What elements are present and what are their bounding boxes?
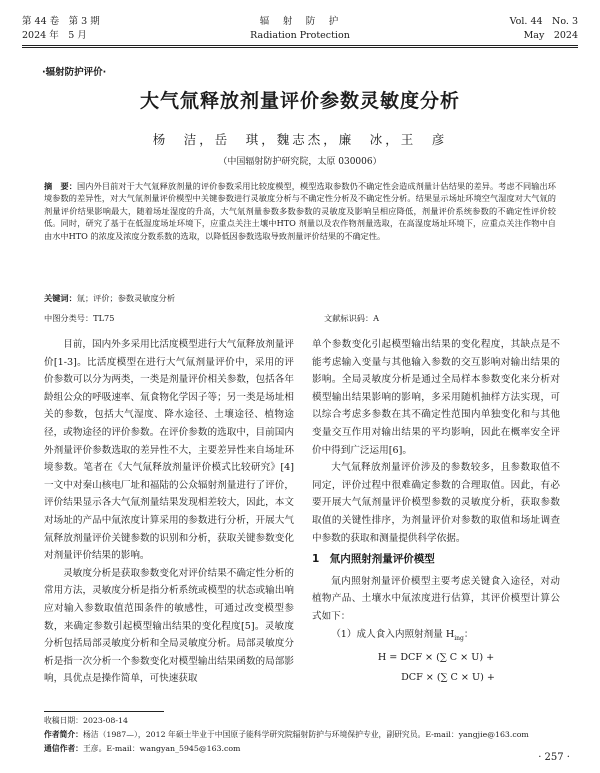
- paragraph: 目前，国内外多采用比活度模型进行大气氚释放剂量评价[1-3]。比活度模型在进行大气氚剂量评价中，采用的评价参数可以分为两类，一类是剂量评价相关参数，包括各年龄组公众的呼吸速率、氚食物化学因子等；另一类是场址相关的参数，包括大气湿度、降水途径、土壤途径、植物途径，或物途径的评价参数。在评价参数的选取中，目前国内外剂量评价参数选取的差异性不大，主要差异性来自场址环境参数。笔者在《大气氚释放剂量评价模式比较研究》[4]一文中对秦山核电厂址和福陆的公众辐射剂量进行了评价，评价结果显示各大气氚剂量结果发现相差较大，因此，本文对场址的产品中氚浓度计算采用的参数进行分析，开展大气氚释放剂量评价关键参数的识别和分析，获取关键参数变化对剂量评价结果的影响。: [44, 339, 294, 562]
- keywords-text: 氚；评价；参数灵敏度分析: [76, 293, 176, 303]
- paragraph: 灵敏度分析是获取参数变化对评价结果不确定性分析的常用方法，灵敏度分析是指分析系统或模型的状态或输出响应对输入参数取值范围条件的敏感性，可通过改变模型参数，来确定参数引起模型输出结果的变化程度[5]。灵敏度分析包括局部灵敏度分析和全局灵敏度分析。局部灵敏度分析是指一次分析一个参数变化对模型输出结果函数的局部影响，具优点是操作简单，可快速获取: [44, 567, 294, 685]
- authors: 杨 洁，岳 琪，魏志杰，廉 冰，王 彦: [152, 132, 448, 147]
- journal-volume-en: Vol. 44 No. 3: [509, 16, 578, 27]
- journal-date-en: May 2024: [523, 30, 578, 41]
- abstract-text: 国内外目前对于大气氚释放剂量的评价参数采用比较度模型，模型选取参数仍不确定性会造成剂量计估结果的差异。考虑不同输出环境参数的差异性，对大气氚剂量评价模型中关键参数进行灵敏度分析与不确定性分析及不确定性分析。结果显示场址环境空气湿度对大气氚的剂量评价结果影响最大，随着场址湿度的升高，大气氚剂量参数多数参数的灵敏度及影响呈相应降低，剂量评价系统参数的不确定性评价较低。同时，研究了基于在低湿度场址环境下，应重点关注土壤中HTO 剂量以及农作物剂量选取，在高湿度场址环境下，应重点关注作物中自由水中HTO 的浓度及浓度分数系数的选取，以降低因参数选取导致剂量评价结果的不确定性。: [44, 181, 556, 241]
- footnote-author: [44, 728, 564, 742]
- header-rule-2: [22, 47, 578, 48]
- journal-date: 2024 年 5 月: [22, 30, 87, 41]
- section-heading: 1 氚内照射剂量评价模型: [312, 553, 435, 566]
- journal-volume: 第 44 卷 第 3 期: [22, 16, 100, 27]
- footnote-author-text: 杨洁（1987—），2012 年硕士毕业于中国原子能科学研究院辐射防护与环境保护专业，副研究员。E-mail：yangjie@163.com: [82, 730, 529, 739]
- keywords-label: 关键词：: [44, 293, 77, 303]
- footnote-corresponding: [44, 742, 564, 756]
- paragraph: 单个参数变化引起模型输出结果的变化程度，其缺点是不能考虑输入变量与其他输入参数的交互影响对输出结果的影响。全局灵敏度分析是通过全局样本参数变化来分析对模型输出结果影响的影响，多采用随机抽样方法实现，可以综合考虑多参数在其不确定性范围内单独变化和与其他变量交互作用对输出结果的平均影响，因此在概率安全评价中得到广泛运用[6]。: [312, 339, 560, 456]
- right-column: [312, 336, 560, 696]
- formula-line-2: DCF × (∑ C × U) +: [401, 671, 495, 683]
- clc-number: 中图分类号：TL75: [44, 313, 115, 323]
- abstract-label: 摘 要：: [44, 181, 78, 191]
- column-tag: ·辐射防护评价·: [42, 67, 107, 78]
- list-item-text: （1）成人食入内照射剂量 H: [331, 628, 455, 640]
- paper-title: 大气氚释放剂量评价参数灵敏度分析: [139, 90, 460, 112]
- header-rule: [22, 45, 578, 46]
- list-item: （1）成人食入内照射剂量 $H_{ing}$：: [331, 628, 474, 642]
- footnote-corr-label: 通信作者：: [44, 744, 83, 753]
- page-number: · 257 ·: [538, 752, 570, 763]
- paragraph: 大气氚释放剂量评价涉及的参数较多，且参数取值不同定，评价过程中很难确定参数的合理取值。因此，有必要开展大气氚剂量评价模型参数的灵敏度分析，获取参数取值的关键性排序，为剂量评价对参数的取值和场址调查中参数的获取和测量提供科学依据。: [312, 462, 560, 544]
- paragraph: 氚内照射剂量评价模型主要考虑关键食入途径，对动植物产品、土壤水中氚浓度进行估算，其评价模型计算公式如下：: [312, 575, 560, 622]
- journal-name-en: Radiation Protection: [250, 30, 350, 41]
- formula-line-1: H = DCF × (∑ C × U) +: [377, 652, 495, 663]
- footnote-corr-text: 王彦。E-mail：wangyan_5945@163.com: [82, 744, 241, 753]
- document-code: 文献标识码：A: [324, 313, 380, 323]
- journal-name-cn: 辐 射 防 护: [259, 16, 341, 27]
- affiliation: （中国辐射防护研究院，太原 030006）: [218, 157, 382, 167]
- left-column: [44, 336, 294, 688]
- footnote-received: 收稿日期：2023-08-14: [44, 716, 128, 725]
- abstract: [44, 180, 556, 242]
- keywords: [44, 292, 556, 304]
- footnote-rule: [44, 711, 164, 712]
- footnote-author-label: 作者简介：: [44, 730, 83, 739]
